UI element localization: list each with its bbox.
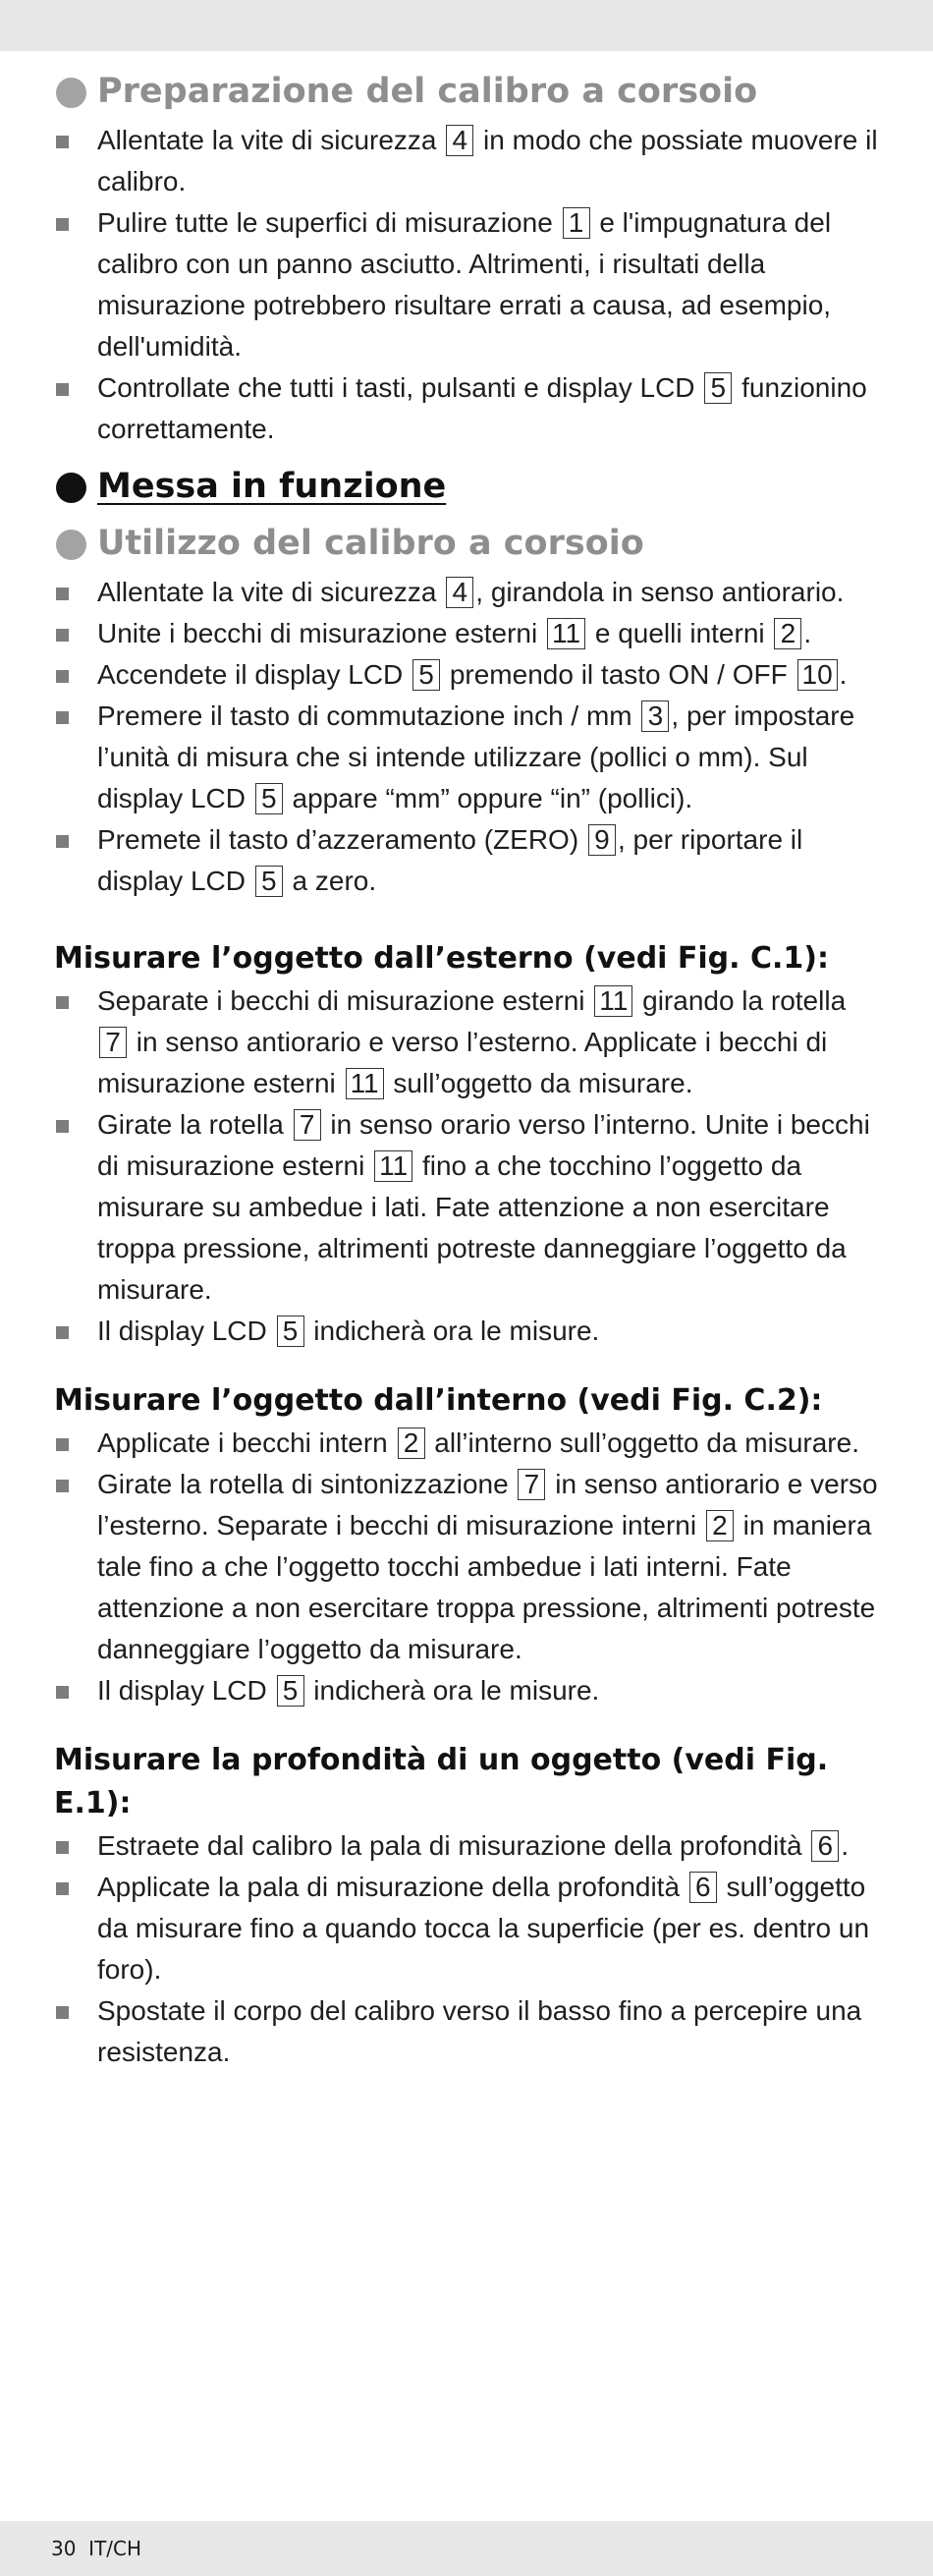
- item-text: e l'impugnatura del calibro con un panno asciutto. Altrimenti, i risultati della misurazione potrebbero risultare errati a causa, ad esempio, dell'umidità.: [97, 207, 832, 362]
- item-text: e quelli interni: [587, 618, 773, 648]
- list-item: [54, 1464, 879, 1670]
- part-reference-number: 6: [811, 1830, 839, 1862]
- item-text: .: [841, 1830, 850, 1861]
- item-text: , girandola in senso antiorario.: [475, 577, 845, 607]
- part-reference-number: 5: [255, 866, 283, 897]
- item-text: Applicate i becchi intern: [97, 1428, 396, 1458]
- item-text: , per riportare il display LCD: [97, 824, 803, 896]
- list-item: [54, 120, 879, 202]
- manual-page-content: [54, 63, 879, 2073]
- spacer: [54, 1711, 879, 1739]
- instruction-list-profondita: [54, 1825, 879, 2073]
- bullet-square-icon: [56, 670, 69, 683]
- item-text: fino a che tocchino l’oggetto da misurare su ambedue i lati. Fate attenzione a non esercitare troppa pressione, altrimenti potreste danneggiare l’oggetto da misurare.: [97, 1150, 847, 1305]
- item-text: in senso antiorario e verso l’esterno. Separate i becchi di misurazione interni: [97, 1469, 878, 1540]
- spacer: [54, 450, 879, 458]
- item-text: funzionino correttamente.: [97, 372, 867, 444]
- part-reference-number: 2: [398, 1428, 425, 1459]
- bullet-square-icon: [56, 835, 69, 848]
- subsection-heading-interno: Misurare l’oggetto dall’interno (vedi Fig. C.2):: [54, 1383, 823, 1418]
- page-number-label: [51, 2537, 141, 2560]
- part-reference-number: 5: [277, 1316, 304, 1347]
- item-text: indicherà ora le misure.: [305, 1316, 600, 1346]
- spacer: [54, 910, 879, 937]
- item-text: all’interno sull’oggetto da misurare.: [426, 1428, 859, 1458]
- bullet-square-icon: [56, 1438, 69, 1451]
- list-item: [54, 202, 879, 367]
- item-text: premendo il tasto ON / OFF: [442, 659, 796, 690]
- part-reference-number: 7: [518, 1469, 545, 1500]
- part-reference-number: 5: [277, 1675, 304, 1707]
- part-reference-number: 5: [412, 659, 440, 691]
- section-heading-utilizzo: [54, 515, 879, 572]
- part-reference-number: 7: [294, 1109, 321, 1141]
- instruction-list-interno: [54, 1423, 879, 1711]
- page-number: 30: [51, 2537, 77, 2560]
- list-item: [54, 696, 879, 819]
- item-text: appare “mm” oppure “in” (pollici).: [284, 783, 693, 813]
- item-text: Girate la rotella di sintonizzazione: [97, 1469, 517, 1499]
- item-text: a zero.: [284, 866, 377, 896]
- part-reference-number: 11: [374, 1150, 412, 1182]
- part-reference-number: 5: [704, 372, 732, 404]
- bullet-square-icon: [56, 629, 69, 642]
- part-reference-number: 11: [547, 618, 585, 649]
- item-text: Premere il tasto di commutazione inch / mm: [97, 700, 640, 731]
- bullet-square-icon: [56, 711, 69, 724]
- list-item: [54, 1104, 879, 1311]
- section-heading-prep: [54, 63, 879, 120]
- item-text: Il display LCD: [97, 1675, 275, 1706]
- item-text: , per impostare l’unità di misura che si intende utilizzare (pollici o mm). Sul display LCD: [97, 700, 855, 813]
- subsection-heading-profondita: Misurare la profondità di un oggetto (vedi Fig. E.1):: [54, 1743, 829, 1820]
- bullet-circle-icon: [56, 78, 86, 108]
- part-reference-number: 1: [563, 207, 590, 239]
- item-text: Premete il tasto d’azzeramento (ZERO): [97, 824, 586, 855]
- list-item: [54, 654, 879, 696]
- item-text: in maniera tale fino a che l’oggetto tocchi ambedue i lati interni. Fate attenzione a non esercitare troppa pressione, altrimenti potreste danneggiare l’oggetto da misurare.: [97, 1510, 876, 1664]
- item-text: Separate i becchi di misurazione esterni: [97, 985, 593, 1016]
- item-text: in modo che possiate muovere il calibro.: [97, 125, 878, 196]
- bullet-square-icon: [56, 1882, 69, 1895]
- part-reference-number: 7: [99, 1027, 127, 1058]
- part-reference-number: 4: [446, 125, 473, 156]
- bullet-square-icon: [56, 1480, 69, 1492]
- item-text: Spostate il corpo del calibro verso il basso fino a percepire una resistenza.: [97, 1995, 862, 2067]
- part-reference-number: 10: [797, 659, 838, 691]
- item-text: in senso orario verso l’interno. Unite i becchi di misurazione esterni: [97, 1109, 870, 1181]
- spacer: [54, 1352, 879, 1379]
- list-item: [54, 367, 879, 450]
- item-text: Unite i becchi di misurazione esterni: [97, 618, 545, 648]
- list-item: [54, 980, 879, 1104]
- instruction-list-esterno: [54, 980, 879, 1352]
- item-text: Applicate la pala di misurazione della profondità: [97, 1872, 687, 1902]
- list-item: [54, 1990, 879, 2073]
- part-reference-number: 3: [641, 700, 669, 732]
- bullet-square-icon: [56, 1120, 69, 1133]
- spacer: [54, 902, 879, 910]
- item-text: .: [803, 618, 812, 648]
- item-text: indicherà ora le misure.: [305, 1675, 600, 1706]
- list-item: [54, 819, 879, 902]
- language-code: IT/CH: [88, 2537, 142, 2560]
- item-text: girando la rotella: [634, 985, 847, 1016]
- item-text: Girate la rotella: [97, 1109, 292, 1140]
- section-title: Preparazione del calibro a corsoio: [97, 72, 758, 111]
- page-footer: [0, 2521, 933, 2576]
- part-reference-number: 9: [588, 824, 616, 856]
- bullet-square-icon: [56, 136, 69, 148]
- instruction-list-utilizzo: [54, 572, 879, 902]
- part-reference-number: 4: [446, 577, 473, 608]
- item-text: Il display LCD: [97, 1316, 275, 1346]
- item-text: Allentate la vite di sicurezza: [97, 577, 445, 607]
- bullet-circle-icon: [56, 473, 86, 503]
- instruction-list-prep: [54, 120, 879, 450]
- item-text: Pulire tutte le superfici di misurazione: [97, 207, 561, 238]
- section-heading-messa: [54, 458, 879, 515]
- bullet-square-icon: [56, 1686, 69, 1699]
- list-item: [54, 1867, 879, 1990]
- item-text: .: [839, 659, 848, 690]
- part-reference-number: 11: [594, 985, 632, 1017]
- item-text: sull’oggetto da misurare fino a quando tocca la superficie (per es. dentro un foro).: [97, 1872, 870, 1985]
- section-title: Messa in funzione: [97, 467, 447, 506]
- bullet-square-icon: [56, 218, 69, 231]
- item-text: in senso antiorario e verso l’esterno. Applicate i becchi di misurazione esterni: [97, 1027, 828, 1098]
- section-title: Utilizzo del calibro a corsoio: [97, 524, 644, 563]
- list-item: [54, 572, 879, 613]
- list-item: [54, 1825, 879, 1867]
- part-reference-number: 2: [774, 618, 801, 649]
- list-item: [54, 613, 879, 654]
- bullet-square-icon: [56, 588, 69, 600]
- part-reference-number: 2: [706, 1510, 734, 1541]
- item-text: Controllate che tutti i tasti, pulsanti e display LCD: [97, 372, 703, 403]
- bullet-square-icon: [56, 383, 69, 396]
- list-item: [54, 1670, 879, 1711]
- list-item: [54, 1311, 879, 1352]
- item-text: Estraete dal calibro la pala di misurazione della profondità: [97, 1830, 810, 1861]
- bullet-square-icon: [56, 2006, 69, 2019]
- part-reference-number: 11: [346, 1068, 384, 1099]
- item-text: Accendete il display LCD: [97, 659, 412, 690]
- item-text: sull’oggetto da misurare.: [385, 1068, 693, 1098]
- part-reference-number: 6: [689, 1872, 717, 1903]
- top-band: [0, 0, 933, 51]
- part-reference-number: 5: [255, 783, 283, 814]
- bullet-circle-icon: [56, 530, 86, 560]
- bullet-square-icon: [56, 1841, 69, 1854]
- list-item: [54, 1423, 879, 1464]
- bullet-square-icon: [56, 1326, 69, 1339]
- subsection-heading-esterno: Misurare l’oggetto dall’esterno (vedi Fig. C.1):: [54, 941, 829, 976]
- item-text: Allentate la vite di sicurezza: [97, 125, 445, 155]
- bullet-square-icon: [56, 996, 69, 1009]
